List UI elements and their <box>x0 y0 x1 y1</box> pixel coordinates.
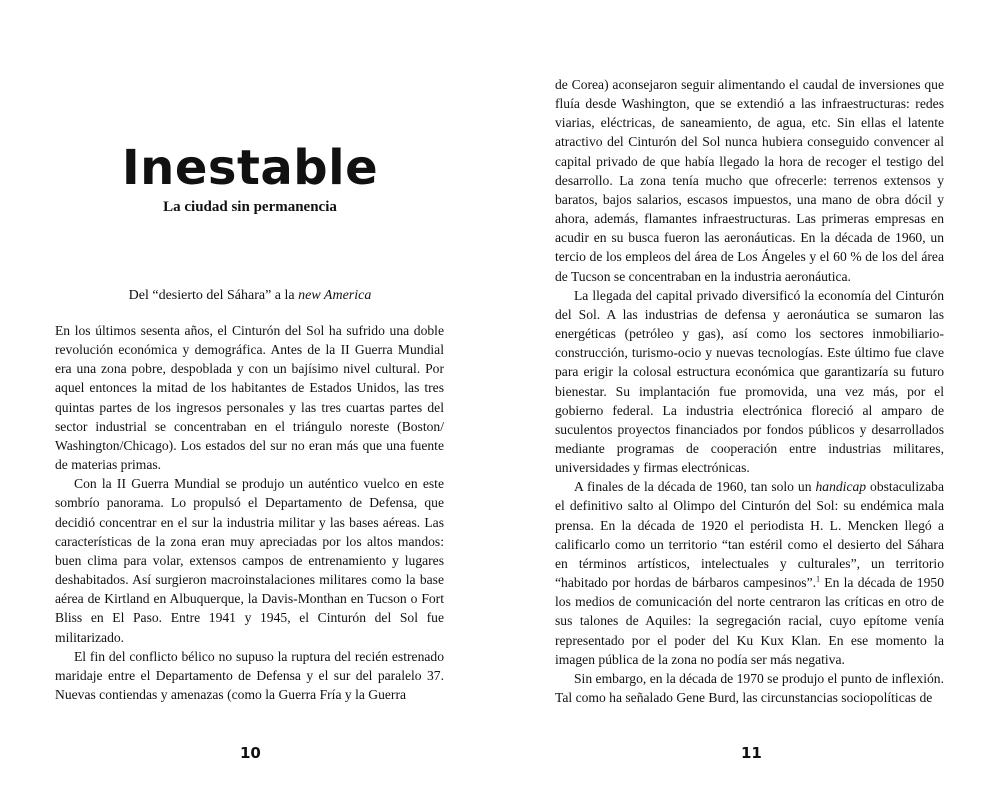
section-heading-italic: new America <box>298 288 372 303</box>
page-number: 11 <box>741 744 762 762</box>
paragraph: En los últimos sesenta años, el Cinturón del Sol ha sufrido una doble revolución económica y demográfica. Antes de la II Guerra Mundial era una zona pobre, despoblada y con un bajísimo nivel cultural. Por aquel entonces la mitad de los habitantes de Estados Unidos, las tres quintas partes de los ingresos personales y las tres cuartas partes del sector industrial se concentraban en el triángulo noreste (Boston/ Washington/Chicago). Los estados del sur no eran más que una fuente de materias primas. <box>55 323 444 473</box>
paragraph-text: En la década de 1950 los medios de comunicación del norte centraron las críticas en otro de sus talones de Aquiles: la segregación racial, cuyo epítome venía representado por el poder del Ku Kux Klan. En ese momento la imagen pública de la zona no podía ser más negativa. <box>555 575 944 667</box>
paragraph: La llegada del capital privado diversificó la economía del Cinturón del Sol. A las industrias de defensa y aeronáutica se sumaron las energéticas (petróleo y gas), así como los sectores inmobiliario-construcción, turismo-ocio y nuevas tecnologías. Este último fue clave para erigir la colosal estructura económica que garantizaría su futuro bienestar. Su implantación fue promovida, una vez más, por el gobierno federal. La industria electrónica floreció al amparo de suculentos proyectos financiados por fondos públicos y desarrollados mediante programas de cooperación entre industrias militares, universidades y firmas electrónicas. <box>555 287 944 476</box>
paragraph-text: A finales de la década de 1960, tan solo un <box>574 479 816 495</box>
paragraph-text: obstaculizaba el definitivo salto al Olimpo del Cinturón del Sol: su endémica mala prensa. En la década de 1920 el periodista H. L. Mencken llegó a calificarlo como un territorio “tan estéril como el desierto del Sáhara en términos artísticos, intelectuales y culturales”, un territorio “habitado por hordas de bárbaros campesinos”. <box>555 479 945 591</box>
paragraph-italic: handicap <box>815 479 867 495</box>
right-body-text <box>555 75 944 707</box>
chapter-title: Inestable <box>121 140 379 196</box>
chapter-subtitle: La ciudad sin permanencia <box>163 199 337 215</box>
footnote-mark: 1 <box>816 574 821 584</box>
paragraph <box>555 477 944 669</box>
paragraph: Con la II Guerra Mundial se produjo un auténtico vuelco en este sombrío panorama. Lo propulsó el Departamento de Defensa, que decidió concentrar en el sur la industria militar y las bases aéreas. Las características de la zona eran muy apreciadas por los altos mandos: buen clima para volar, extensos campos de entrenamiento y lugares deshabitados. Así surgieron macroinstalaciones militares como la base aérea de Kirtland en Albuquerque, la Davis-Monthan en Tucson o Fort Bliss en El Paso. Entre 1941 y 1945, el Cinturón del Sol fue militarizado. <box>55 476 444 645</box>
section-heading <box>0 286 500 306</box>
paragraph: Sin embargo, en la década de 1970 se produjo el punto de inflexión. Tal como ha señalado Gene Burd, las circunstancias sociopolíticas de <box>555 670 944 705</box>
paragraph: de Corea) aconsejaron seguir alimentando el caudal de inversiones que fluía desde Washington, que se extendió a las infraestructuras: redes viarias, eléctricas, de saneamiento, de agua, etc. Sin ellas el latente atractivo del Cinturón del Sol nunca hubiera conseguido convencer al capital privado de que había llegado la hora de recoger el testigo del desarrollo. La zona tenía mucho que ofrecerle: terrenos extensos y baratos, bajos salarios, escasos impuestos, una mano de obra dócil y ahora, además, flamantes infraestructuras. Las primeras empresas en acudir en su busca fueron las aeronáuticas. En la década de 1960, un tercio de los empleos del área de Los Ángeles y el 60 % de los del área de Tucson se concentraban en la industria aeronáutica. <box>555 77 944 284</box>
section-heading-text: Del “desierto del Sáhara” a la <box>128 288 299 303</box>
page-number: 10 <box>240 744 261 762</box>
left-body-text <box>55 321 444 704</box>
right-page <box>500 0 1000 800</box>
paragraph: El fin del conflicto bélico no supuso la ruptura del recién estrenado maridaje entre el Departamento de Defensa y el sur del paralelo 37. Nuevas contiendas y amenazas (como la Guerra Fría y la Guerra <box>55 648 444 702</box>
